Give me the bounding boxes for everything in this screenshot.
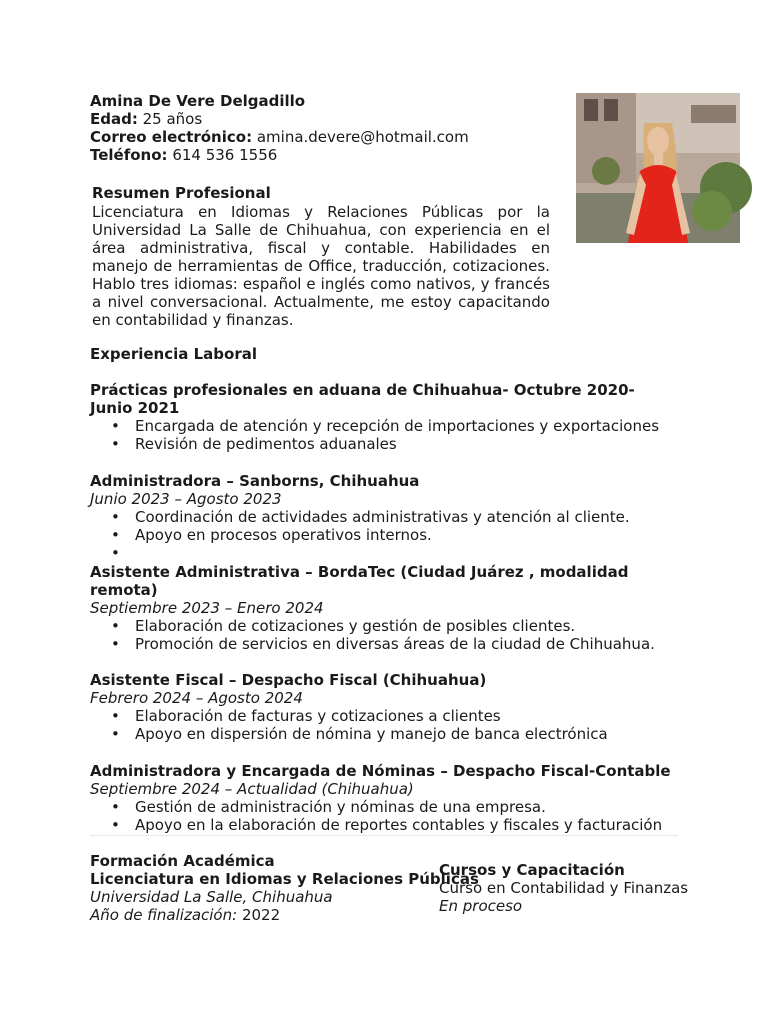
- age-label: Edad:: [90, 110, 138, 128]
- job-title: Asistente Fiscal – Despacho Fiscal (Chihuahua): [90, 671, 487, 689]
- job-bullets: [90, 417, 680, 453]
- email-label: Correo electrónico:: [90, 128, 253, 146]
- summary-title: Resumen Profesional: [92, 184, 271, 202]
- email-row: [90, 128, 550, 146]
- job-entry: [90, 472, 680, 562]
- course-name: Curso en Contabilidad y Finanzas: [439, 879, 689, 897]
- experience-title: Experiencia Laboral: [90, 345, 257, 363]
- contact-header: [90, 92, 550, 164]
- job-dates: Septiembre 2023 – Enero 2024: [90, 599, 324, 617]
- job-bullets: [90, 508, 680, 562]
- list-item: • Coordinación de actividades administrativas y atención al cliente.: [90, 508, 680, 526]
- job-title: Administradora y Encargada de Nóminas – Despacho Fiscal-Contable: [90, 762, 671, 780]
- education-year-value: 2022: [237, 906, 281, 924]
- job-dates: Septiembre 2024 – Actualidad (Chihuahua): [90, 780, 414, 798]
- phone-label: Teléfono:: [90, 146, 168, 164]
- list-item: • Promoción de servicios en diversas áreas de la ciudad de Chihuahua.: [90, 635, 680, 653]
- job-bullets: [90, 707, 680, 743]
- list-item: • Elaboración de cotizaciones y gestión de posibles clientes.: [90, 617, 680, 635]
- job-dates: Febrero 2024 – Agosto 2024: [90, 689, 303, 707]
- education-year-label: Año de finalización:: [90, 906, 238, 924]
- candidate-name: Amina De Vere Delgadillo: [90, 92, 306, 110]
- education-title: Formación Académica: [90, 852, 275, 870]
- summary-text: Licenciatura en Idiomas y Relaciones Públicas por la Universidad La Salle de Chihuahua, con experiencia en el área administrativa, fiscal y contable. Habilidades en manejo de herramientas de Office, traducción, cotizaciones. Hablo tres idiomas: español e inglés como nativos, y francés a nivel conversacional. Actualmente, me estoy capacitando en contabilidad y finanzas.: [92, 203, 550, 329]
- age-value: 25 años: [137, 110, 203, 128]
- courses-section: [439, 861, 739, 915]
- job-entry: [90, 381, 680, 453]
- list-item: • Elaboración de facturas y cotizaciones a clientes: [90, 707, 680, 725]
- email-value: amina.devere@hotmail.com: [252, 128, 469, 146]
- job-title: Administradora – Sanborns, Chihuahua: [90, 472, 420, 490]
- list-item: • Apoyo en procesos operativos internos.: [90, 526, 680, 544]
- job-dates: Junio 2023 – Agosto 2023: [90, 490, 282, 508]
- list-item: [90, 544, 680, 562]
- list-item: • Revisión de pedimentos aduanales: [90, 435, 680, 453]
- job-entry: [90, 671, 680, 743]
- education-school: Universidad La Salle, Chihuahua: [90, 888, 333, 906]
- age-row: [90, 110, 550, 128]
- section-divider: [90, 835, 678, 836]
- list-item: • Apoyo en dispersión de nómina y manejo de banca electrónica: [90, 725, 680, 743]
- phone-value: 614 536 1556: [167, 146, 278, 164]
- job-title: Prácticas profesionales en aduana de Chihuahua- Octubre 2020- Junio 2021: [90, 381, 635, 417]
- courses-title: Cursos y Capacitación: [439, 861, 625, 879]
- course-status: En proceso: [439, 897, 523, 915]
- list-item: • Apoyo en la elaboración de reportes contables y fiscales y facturación: [90, 816, 680, 834]
- profile-photo-image: [576, 93, 740, 243]
- job-title: Asistente Administrativa – BordaTec (Ciudad Juárez , modalidad remota): [90, 563, 629, 599]
- phone-row: [90, 146, 550, 164]
- list-item: • Encargada de atención y recepción de importaciones y exportaciones: [90, 417, 680, 435]
- job-entry: [90, 762, 680, 834]
- job-entry: [90, 563, 680, 653]
- education-degree: Licenciatura en Idiomas y Relaciones Públicas: [90, 870, 479, 888]
- profile-photo: [576, 93, 740, 243]
- job-bullets: [90, 798, 680, 834]
- job-bullets: [90, 617, 680, 653]
- list-item: • Gestión de administración y nóminas de una empresa.: [90, 798, 680, 816]
